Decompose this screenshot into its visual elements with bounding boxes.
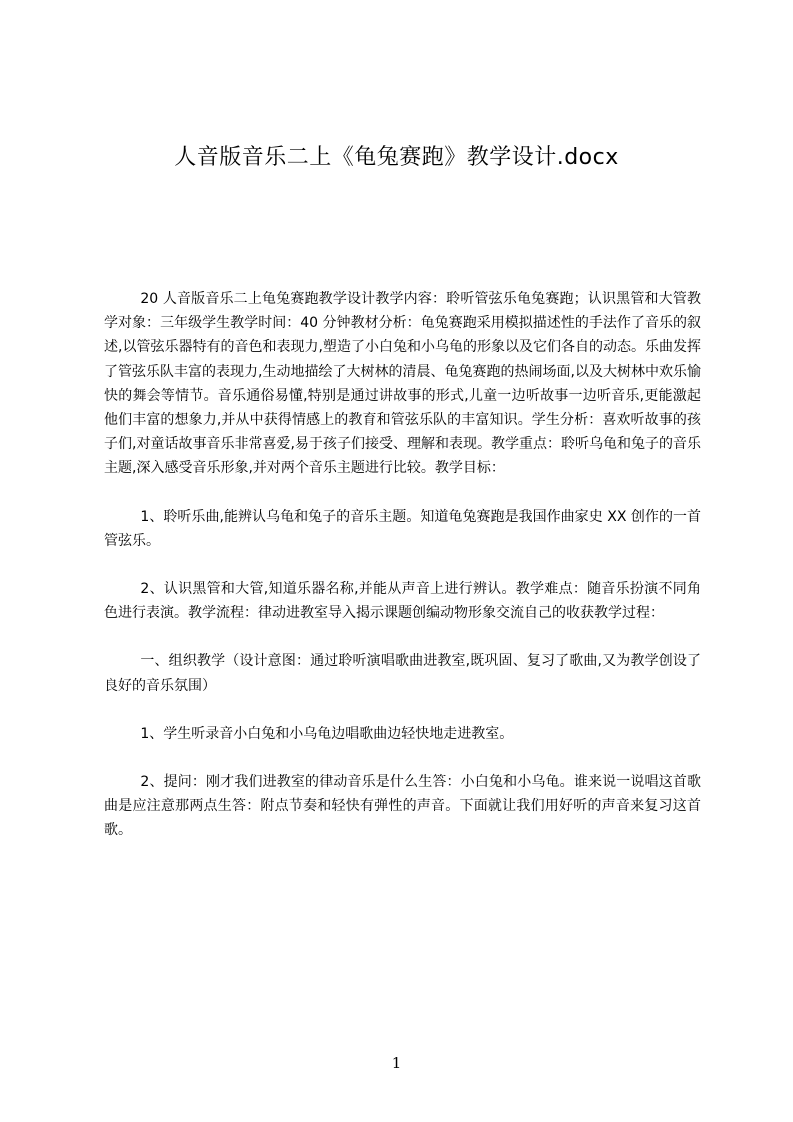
paragraph-section-1: 一、组织教学（设计意图：通过聆听演唱歌曲进教室,既巩固、复习了歌曲,又为教学创设了良好的音乐氛围） [104,653,701,694]
document-body [104,287,701,843]
paragraph-step-2: 2、提问：刚才我们进教室的律动音乐是什么生答：小白兔和小乌龟。谁来说一说唱这首歌曲是应注意那两点生答：附点节奏和轻快有弹性的声音。下面就让我们用好听的声音来复习这首歌。 [104,774,701,839]
document-title: 人音版音乐二上《龟兔赛跑》教学设计.docx [174,145,619,170]
page-number: 1 [391,1054,402,1072]
paragraph-goal-2: 2、认识黑管和大管,知道乐器名称,并能从声音上进行辨认。教学难点：随音乐扮演不同角色进行表演。教学流程：律动进教室导入揭示课题创编动物形象交流自己的收获教学过程： [104,581,701,622]
paragraph-intro: 20 人音版音乐二上龟兔赛跑教学设计教学内容：聆听管弦乐龟兔赛跑；认识黑管和大管教学对象：三年级学生教学时间：40 分钟教材分析：龟兔赛跑采用模拟描述性的手法作了音乐的叙述,以管弦乐器特有的音色和表现力,塑造了小白兔和小乌龟的形象以及它们各自的动态。乐曲发挥了管弦乐队丰富的表现力,生动地描绘了大树林的清晨、龟兔赛跑的热闹场面,以及大树林中欢乐愉快的舞会等情节。音乐通俗易懂,特别是通过讲故事的形式,儿童一边听故事一边听音乐,更能激起他们丰富的想象力,并从中获得情感上的教育和管弦乐队的丰富知识。学生分析：喜欢听故事的孩子们,对童话故事音乐非常喜爱,易于孩子们接受、理解和表现。教学重点：聆听乌龟和兔子的音乐主题,深入感受音乐形象,并对两个音乐主题进行比较。教学目标： [104,291,701,477]
paragraph-goal-1: 1、聆听乐曲,能辨认乌龟和兔子的音乐主题。知道龟兔赛跑是我国作曲家史 XX 创作的一首管弦乐。 [104,508,701,549]
paragraph-step-1: 1、学生听录音小白兔和小乌龟边唱歌曲边轻快地走进教室。 [140,725,514,742]
